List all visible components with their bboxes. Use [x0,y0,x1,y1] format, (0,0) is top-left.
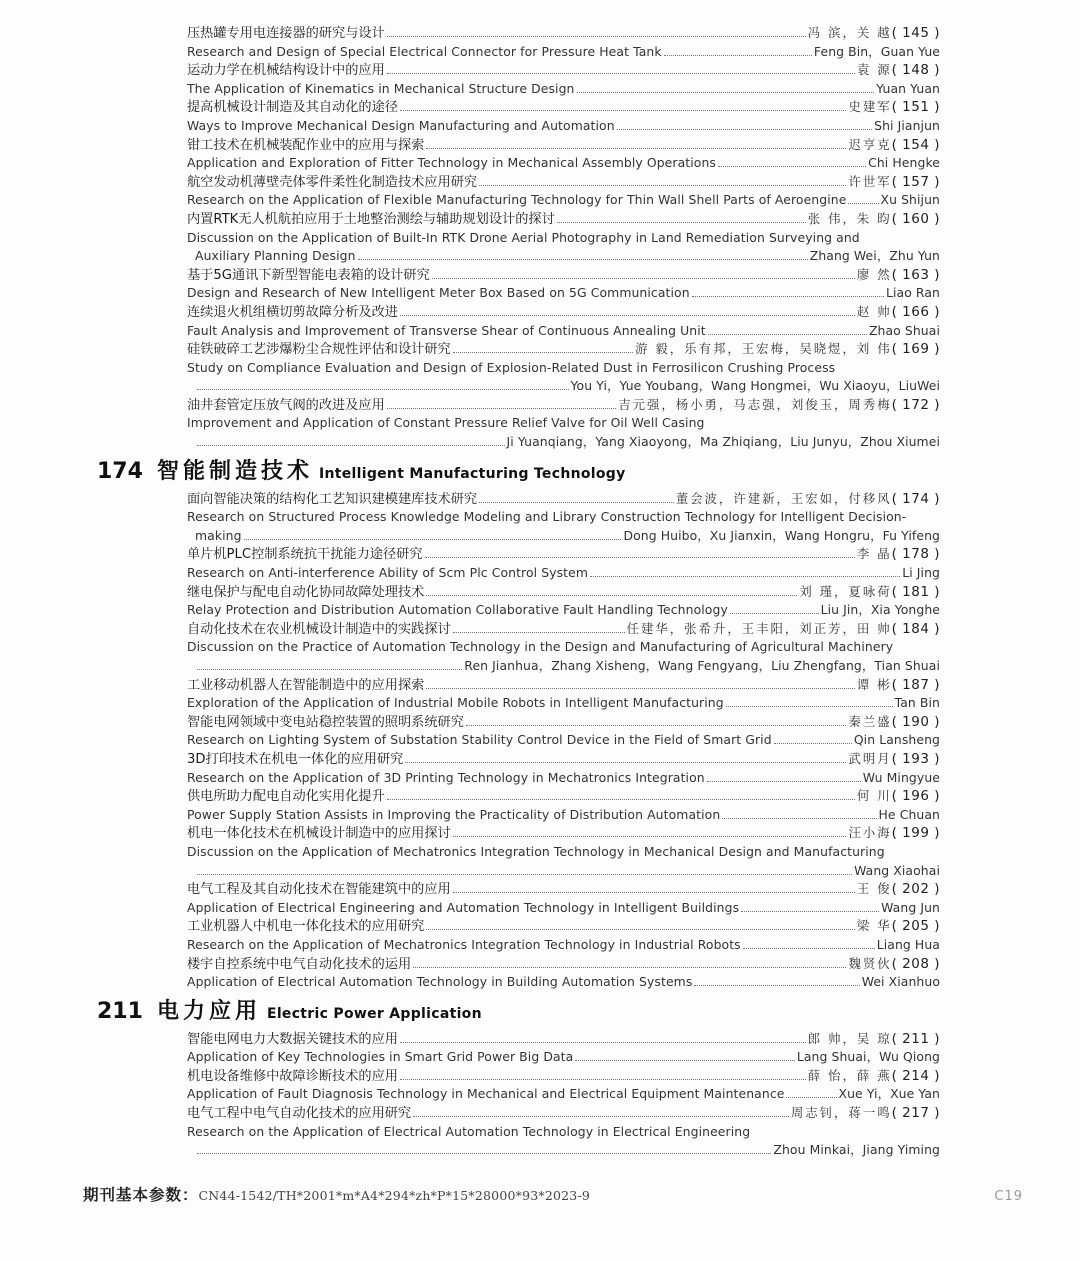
page-ref[interactable]: ( 174 ) [891,490,940,507]
article-title-cn[interactable]: 提高机械设计制造及其自动化的途径 [187,100,398,116]
leader-dots [426,594,797,596]
leader-dots [718,165,866,167]
leader-dots [722,817,876,819]
toc-entry-cn-line [187,713,940,732]
toc-entry[interactable] [187,396,940,452]
article-title-en[interactable]: Research on the Application of Electrical Automation Technology in Electrical Engineering [187,1123,751,1139]
toc-entry-cn-line [187,955,940,974]
authors-en: Xue Yi，Xue Yan [838,1086,940,1102]
toc-entry[interactable] [187,545,940,582]
toc-entry[interactable] [187,713,940,750]
authors-en: Zhou Minkai，Jiang Yiming [773,1142,940,1158]
page-ref[interactable]: ( 148 ) [891,62,940,79]
toc-entry-en-line [187,191,940,210]
authors-cn: 游 毅，乐有邦，王宏梅，吴晓煜，刘 伟 [635,341,892,357]
leader-dots [466,724,847,726]
authors-en: Liu Jin，Xia Yonghe [820,602,940,618]
toc-entry-en-line [187,638,940,657]
page-ref[interactable]: ( 154 ) [891,136,940,153]
authors-en: Wang Jun [881,899,940,915]
page-ref[interactable]: ( 199 ) [891,825,940,842]
toc-entry-en-line [187,247,940,266]
toc-entry[interactable] [187,340,940,396]
authors-cn: 许世军 [848,173,892,189]
authors-en: Xu Shijun [880,192,940,208]
toc-entry-en-line [187,973,940,992]
leader-dots [707,780,861,782]
toc-entry-en-line [187,229,940,248]
authors-en: Chi Hengke [868,155,940,171]
leader-dots [479,501,674,503]
authors-en: Yuan Yuan [876,80,940,96]
authors-cn: 任建华，张希升，王丰阳，刘正芳，田 帅 [626,620,892,636]
leader-dots [426,147,846,149]
leader-dots [708,333,867,335]
toc-entry-cn-line [187,620,940,639]
toc-entry-en-line [187,862,940,881]
journal-parameters-value: CN44-1542/TH*2001*m*A4*294*zh*P*15*28000*93*2023-9 [198,1188,591,1203]
authors-en: You Yi，Yue Youbang，Wang Hongmei，Wu Xiaoyu，LiuWei [570,378,940,394]
article-title-cn[interactable]: 电气工程中电气自动化技术的应用研究 [187,1106,412,1122]
toc-entry-cn-line [187,98,940,117]
article-title-en[interactable]: Discussion on the Application of Mechatronics Integration Technology in Mechanical Design and Manufacturing [187,843,885,859]
toc-entry-cn-line [187,1030,940,1049]
toc-entry-en-line [187,359,940,378]
authors-cn: 秦兰盛 [848,713,892,729]
section-title-cn: 电力应用 [156,998,261,1024]
article-title-en[interactable]: Auxiliary Planning Design [195,248,356,264]
toc-entry[interactable] [187,210,940,266]
article-title-en[interactable]: Ways to Improve Mechanical Design Manufacturing and Automation [187,117,615,133]
article-title-en[interactable]: Application of Key Technologies in Smart Grid Power Big Data [187,1049,574,1065]
leader-dots [197,388,569,390]
toc-entry-cn-line [187,880,940,899]
article-title-en[interactable]: Research on Anti-interference Ability of Scm Plc Control System [187,565,589,581]
toc-entry-en-line [187,694,940,713]
page-ref[interactable]: ( 169 ) [891,341,940,358]
toc-entry-en-line [187,731,940,750]
toc-entry-cn-line [187,303,940,322]
article-title-en[interactable]: Application of Fault Diagnosis Technology in Mechanical and Electrical Equipment Maintenance [187,1086,785,1102]
article-title-en[interactable]: Study on Compliance Evaluation and Design of Explosion-Related Dust in Ferrosilicon Crushing Process [187,359,836,375]
toc-entry-en-line [187,508,940,527]
toc-entry-en-line [187,1141,940,1160]
article-title-cn[interactable]: 硅铁破碎工艺涉爆粉尘合规性评估和设计研究 [187,342,451,358]
section-number: 211 [97,998,143,1024]
page-ref[interactable]: ( 187 ) [891,676,940,693]
article-title-en[interactable]: Application of Electrical Engineering and Automation Technology in Intelligent Buildings [187,899,740,915]
leader-dots [413,966,846,968]
authors-en: Zhang Wei，Zhu Yun [809,248,940,264]
leader-dots [358,258,808,260]
toc-entry-cn-line [187,24,940,43]
article-title-cn[interactable]: 连续退火机组横切剪故障分析及改进 [187,304,398,320]
leader-dots [743,947,875,949]
toc-entry[interactable] [187,1030,940,1067]
authors-en: Zhao Shuai [868,322,940,338]
toc-entry-en-line [187,936,940,955]
article-title-cn[interactable]: 工业机器人中机电一体化技术的应用研究 [187,919,425,935]
article-title-en[interactable]: Research on the Application of Flexible Manufacturing Technology for Thin Wall Shell Parts of Aeroengine [187,192,847,208]
authors-en: Liang Hua [876,936,940,952]
journal-parameters-footer [83,1183,1023,1205]
section-title-en: Intelligent Manufacturing Technology [318,465,626,482]
article-title-cn[interactable]: 工业移动机器人在智能制造中的应用探索 [187,677,425,693]
leader-dots [741,910,879,912]
page-ref[interactable]: ( 157 ) [891,173,940,190]
toc-entry[interactable] [187,676,940,713]
leader-dots [197,1152,771,1154]
page-ref[interactable]: ( 211 ) [891,1030,940,1047]
toc-entry[interactable] [187,98,940,135]
article-title-cn[interactable]: 自动化技术在农业机械设计制造中的实践探讨 [187,621,451,637]
leader-dots [387,407,616,409]
authors-en: Dong Huibo，Xu Jianxin，Wang Hongru，Fu Yifeng [623,527,940,543]
authors-cn: 冯 滨，关 越 [807,25,892,40]
authors-cn: 袁 源 [856,62,892,78]
leader-dots [786,1096,836,1098]
toc-entry[interactable] [187,173,940,210]
article-title-cn[interactable]: 供电所助力配电自动化实用化提升 [187,789,385,805]
authors-en: Feng Bin，Guan Yue [813,43,940,59]
toc-entry-en-line [187,769,940,788]
page-ref[interactable]: ( 208 ) [891,955,940,972]
authors-en: Lang Shuai，Wu Qiong [796,1049,940,1065]
leader-dots [387,798,855,800]
authors-cn: 王 俊 [856,881,892,897]
toc-entry-cn-line [187,396,940,415]
article-title-cn[interactable]: 楼宇自控系统中电气自动化技术的运用 [187,956,412,972]
toc-entry-en-line [187,322,940,341]
article-title-cn[interactable]: 压热罐专用电连接器的研究与设计 [187,26,385,41]
leader-dots [400,1078,806,1080]
toc-entry[interactable] [187,917,940,954]
authors-cn: 汪小海 [848,825,892,841]
article-title-cn[interactable]: 面向智能决策的结构化工艺知识建模建库技术研究 [187,491,478,507]
authors-cn: 廖 然 [856,266,892,282]
leader-dots [617,128,872,130]
authors-cn: 谭 彬 [856,676,892,692]
toc-entry-en-line [187,601,940,620]
toc-entry-en-line [187,117,940,136]
article-title-cn[interactable]: 机电一体化技术在机械设计制造中的应用探讨 [187,826,451,842]
authors-cn: 魏贤伙 [848,955,892,971]
page-ref[interactable]: ( 184 ) [891,620,940,637]
page-ref[interactable]: ( 190 ) [891,713,940,730]
toc-entry-cn-line [187,61,940,80]
section-heading [97,992,1080,1030]
leader-dots [387,72,855,74]
article-title-en[interactable]: Research on the Application of 3D Printing Technology in Mechatronics Integration [187,769,705,785]
article-title-cn[interactable]: 机电设备维修中故障诊断技术的应用 [187,1068,398,1084]
leader-dots [426,928,855,930]
leader-dots [400,109,846,111]
toc-entry-cn-line [187,787,940,806]
leader-dots [413,1115,789,1117]
leader-dots [453,631,625,633]
leader-dots [774,742,852,744]
toc-entry-en-line [187,806,940,825]
page-ref[interactable]: ( 166 ) [891,303,940,320]
toc-entry-en-line [187,80,940,99]
article-title-cn[interactable]: 继电保护与配电自动化协同故障处理技术 [187,584,425,600]
toc-entry-en-line [187,899,940,918]
article-title-cn[interactable]: 内置RTK无人机航拍应用于土地整治测绘与辅助规划设计的探讨 [187,211,555,227]
page-ref[interactable]: ( 202 ) [891,881,940,898]
article-title-en[interactable]: Design and Research of New Intelligent Meter Box Based on 5G Communication [187,285,690,301]
article-title-cn[interactable]: 3D打印技术在机电一体化的应用研究 [187,751,404,767]
leader-dots [432,277,855,279]
authors-cn: 刘 瑾，夏咏荷 [799,583,892,599]
toc-entry[interactable] [187,824,940,880]
leader-dots [664,54,812,56]
article-title-cn[interactable]: 油井套管定压放气阀的改进及应用 [187,397,385,413]
toc-entry-en-line [187,284,940,303]
article-title-cn[interactable]: 单片机PLC控制系统抗干扰能力途径研究 [187,547,423,563]
authors-cn: 史建军 [848,99,892,115]
section-title-en: Electric Power Application [266,1005,482,1022]
authors-cn: 迟亨克 [848,136,892,152]
leader-dots [405,761,846,763]
toc-entry-cn-line [187,266,940,285]
leader-dots [479,184,846,186]
authors-cn: 董会波，许建新，王宏如，付移风 [675,490,892,506]
toc-entry-en-line [187,527,940,546]
page-number: C19 [994,1189,1023,1204]
toc-entry-en-line [187,1085,940,1104]
toc-entry[interactable] [187,61,940,98]
toc-entry-en-line [187,43,940,62]
leader-dots [726,705,893,707]
toc-entry-en-line [187,657,940,676]
leader-dots [557,221,806,223]
authors-en: Ji Yuanqiang，Yang Xiaoyong，Ma Zhiqiang，Liu Junyu，Zhou Xiumei [506,434,940,450]
page-ref[interactable]: ( 178 ) [891,546,940,563]
leader-dots [244,538,622,540]
article-title-en[interactable]: making [195,527,242,543]
section-heading [97,452,1080,490]
article-title-en[interactable]: Power Supply Station Assists in Improving the Practicality of Distribution Automation [187,806,721,822]
toc-entry-cn-line [187,824,940,843]
toc-entry-cn-line [187,545,940,564]
toc-entry-cn-line [187,917,940,936]
authors-en: Wu Mingyue [862,769,940,785]
article-title-cn[interactable]: 运动力学在机械结构设计中的应用 [187,63,385,79]
authors-cn: 郎 帅，吴 琼 [807,1030,892,1046]
article-title-cn[interactable]: 智能电网电力大数据关键技术的应用 [187,1031,398,1047]
toc-entry-cn-line [187,136,940,155]
toc-entry[interactable] [187,955,940,992]
authors-cn: 梁 华 [856,918,892,934]
toc-entry-cn-line [187,1067,940,1086]
authors-cn: 李 晶 [856,546,892,562]
article-title-en[interactable]: Fault Analysis and Improvement of Transverse Shear of Continuous Annealing Unit [187,322,706,338]
page-ref[interactable]: ( 160 ) [891,210,940,227]
article-title-en[interactable]: Improvement and Application of Constant Pressure Relief Valve for Oil Well Casing [187,415,705,431]
authors-cn: 薛 怡，薛 燕 [807,1067,892,1083]
toc-entry[interactable] [187,750,940,787]
authors-en: Ren Jianhua，Zhang Xisheng，Wang Fengyang，Liu Zhengfang，Tian Shuai [464,658,940,673]
leader-dots [694,984,859,986]
leader-dots [425,556,855,558]
toc-entry[interactable] [187,880,940,917]
authors-cn: 武明月 [848,750,892,766]
article-title-en[interactable]: Exploration of the Application of Industrial Mobile Robots in Intelligent Manufacturing [187,695,724,711]
leader-dots [692,295,884,297]
authors-en: Qin Lansheng [853,732,940,748]
article-title-en[interactable]: The Application of Kinematics in Mechanical Structure Design [187,80,575,96]
article-title-en[interactable]: Discussion on the Practice of Automation Technology in the Design and Manufacturing of Agricultural Machinery [187,639,894,655]
authors-en: Shi Jianjun [874,117,940,133]
leader-dots [590,575,900,577]
leader-dots [426,687,855,689]
toc-entry-en-line [187,154,940,173]
leader-dots [400,314,855,316]
authors-cn: 吉元强，杨小勇，马志强，刘俊玉，周秀梅 [618,396,892,412]
toc-entry-en-line [187,843,940,862]
toc-entry-en-line [187,414,940,433]
page-ref[interactable]: ( 217 ) [891,1105,940,1122]
article-title-cn[interactable]: 航空发动机薄壁壳体零件柔性化制造技术应用研究 [187,174,478,190]
leader-dots [577,91,875,93]
article-title-cn[interactable]: 智能电网领域中变电站稳控装置的照明系统研究 [187,714,464,730]
page-ref[interactable]: ( 181 ) [891,583,940,600]
toc-entry[interactable] [187,1067,940,1104]
authors-cn: 何 川 [856,788,892,804]
section-title-cn: 智能制造技术 [156,458,313,484]
toc-entry-cn-line [187,583,940,602]
toc-entry-en-line [187,1123,940,1142]
section-number: 174 [97,458,143,484]
leader-dots [400,1041,806,1043]
authors-en: Liao Ran [885,285,940,301]
toc-entry[interactable] [187,303,940,340]
authors-en: Li Jing [902,565,940,581]
article-title-cn[interactable]: 钳工技术在机械装配作业中的应用与探索 [187,137,425,153]
page-ref[interactable]: ( 172 ) [891,396,940,413]
leader-dots [197,668,462,670]
leader-dots [197,873,852,875]
toc-entry[interactable] [187,136,940,173]
authors-cn: 张 伟，朱 昀 [807,210,892,226]
toc-entry[interactable] [187,24,940,61]
authors-cn: 赵 帅 [856,303,892,319]
authors-en: Wang Xiaohai [854,862,940,878]
page-ref[interactable]: ( 214 ) [891,1067,940,1084]
page-ref[interactable]: ( 205 ) [891,918,940,935]
page-ref[interactable]: ( 193 ) [891,750,940,767]
toc-entry[interactable] [187,1104,940,1160]
authors-en: Tan Bin [894,695,940,711]
authors-cn: 周志钊，蒋一鸣 [790,1105,892,1121]
toc-entry-cn-line [187,750,940,769]
leader-dots [453,351,633,353]
leader-dots [848,202,878,204]
page-ref[interactable]: ( 196 ) [891,788,940,805]
toc-entry-en-line [187,564,940,583]
article-title-en[interactable]: Research on Structured Process Knowledge Modeling and Library Construction Technology for Intelligent Decision- [187,509,907,525]
article-title-en[interactable]: Research on the Application of Mechatronics Integration Technology in Industrial Robots [187,936,741,952]
page-ref[interactable]: ( 151 ) [891,99,940,116]
toc-entry-cn-line [187,340,940,359]
authors-en: He Chuan [878,806,940,822]
article-title-en[interactable]: Application of Electrical Automation Technology in Building Automation Systems [187,974,693,990]
toc-entry-en-line [187,377,940,396]
toc-entry-en-line [187,1048,940,1067]
leader-dots [453,891,855,893]
article-title-en[interactable]: Discussion on the Application of Built-In RTK Drone Aerial Photography in Land Remediation Surveying and [187,229,860,245]
article-title-en[interactable]: Relay Protection and Distribution Automation Collaborative Fault Handling Technology [187,602,728,618]
article-title-cn[interactable]: 基于5G通讯下新型智能电表箱的设计研究 [187,267,430,283]
toc-entry[interactable] [187,490,940,546]
journal-parameters-label: 期刊基本参数： [83,1186,199,1204]
toc-entry[interactable] [187,266,940,303]
leader-dots [387,35,806,37]
toc-entry-cn-line [187,173,940,192]
authors-en: Wei Xianhuo [861,974,940,990]
leader-dots [730,612,819,614]
leader-dots [453,835,847,837]
table-of-contents [0,24,1080,1160]
toc-entry[interactable] [187,620,940,676]
page-ref[interactable]: ( 145 ) [891,25,940,41]
article-title-en[interactable]: Application and Exploration of Fitter Technology in Mechanical Assembly Operations [187,155,716,171]
leader-dots [197,444,505,446]
toc-entry-en-line [187,433,940,452]
toc-entry[interactable] [187,787,940,824]
toc-entry-cn-line [187,676,940,695]
page-ref[interactable]: ( 163 ) [891,266,940,283]
article-title-cn[interactable]: 电气工程及其自动化技术在智能建筑中的应用 [187,882,451,898]
article-title-en[interactable]: Research on Lighting System of Substation Stability Control Device in the Field of Smart Grid [187,732,772,748]
toc-entry-cn-line [187,210,940,229]
toc-entry[interactable] [187,583,940,620]
leader-dots [575,1059,795,1061]
article-title-en[interactable]: Research and Design of Special Electrical Connector for Pressure Heat Tank [187,43,662,59]
toc-entry-cn-line [187,1104,940,1123]
